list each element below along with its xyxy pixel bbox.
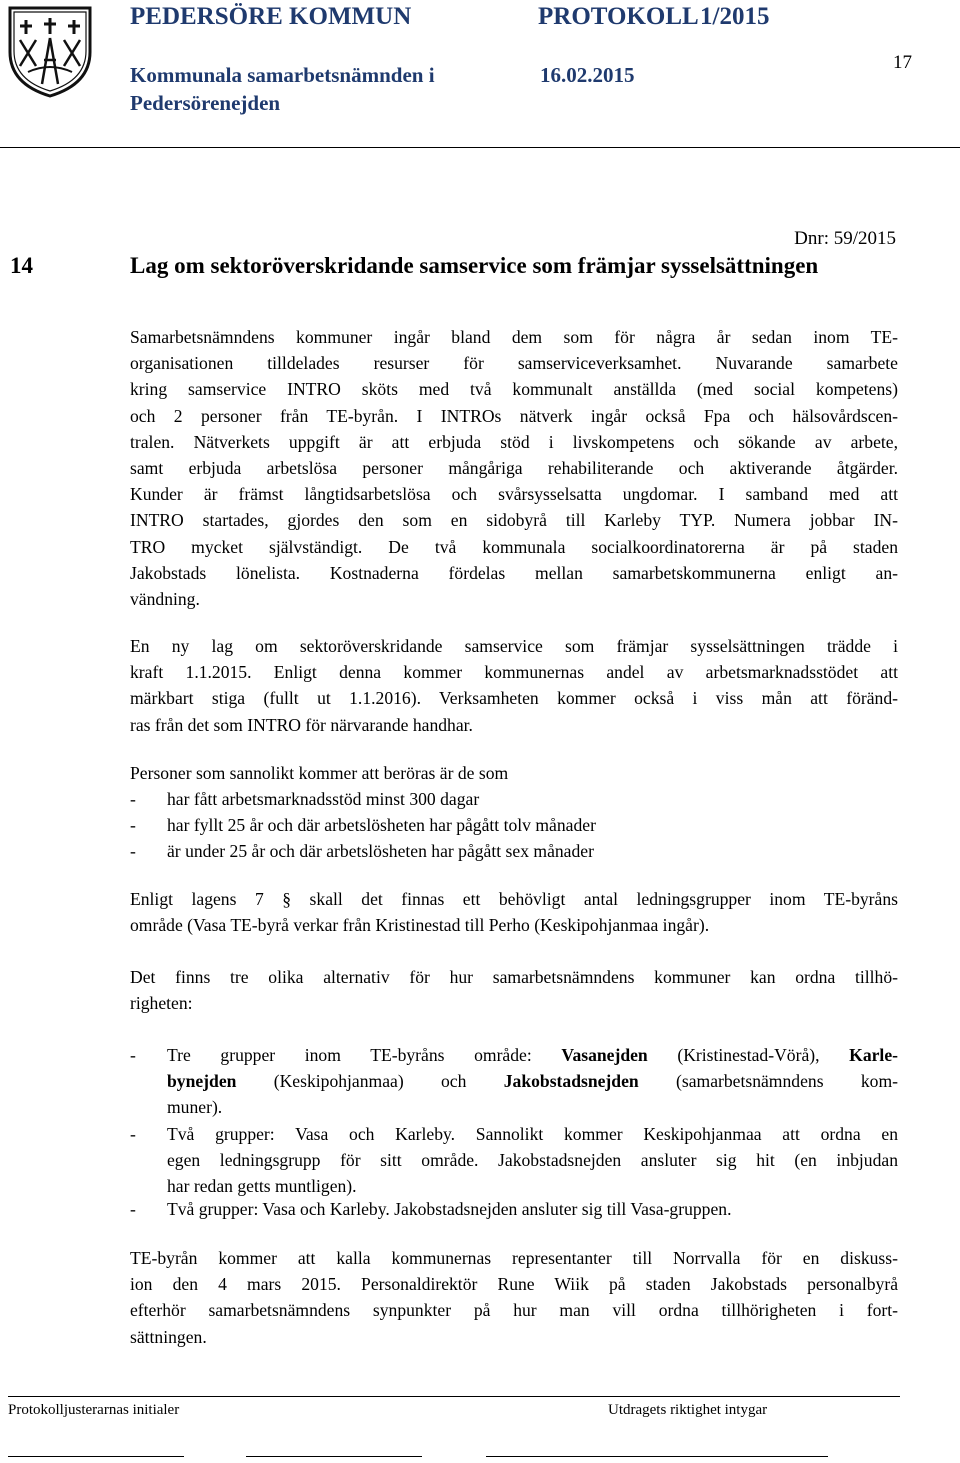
page-number: 17 [893, 52, 912, 73]
diary-number: Dnr: 59/2015 [794, 228, 896, 249]
municipality-name: PEDERSÖRE KOMMUN [130, 3, 412, 30]
footer-divider [8, 1396, 900, 1397]
protocol-label: PROTOKOLL [538, 3, 699, 30]
initials-label: Protokolljusterarnas initialer [8, 1402, 180, 1418]
header-divider [0, 147, 960, 148]
list-item: är under 25 år och där arbetslösheten har pågått sex månader [167, 841, 594, 861]
list-item: har fått arbetsmarknadsstöd minst 300 dagar [167, 789, 480, 809]
signature-line [8, 1456, 184, 1457]
alternative-2: Två grupper: Vasa och Karleby. Sannolikt kommer Keskipohjanmaa att ordna en egen ledningsgrupp för sitt område. Jakobstadsnejden ansluter sig hit (en inbjudan har redan getts muntligen). [167, 1124, 898, 1197]
paragraph-intro: Samarbetsnämndens kommuner ingår bland dem som för några år sedan inom TE- organisationen tilldelades resurser för samserviceverksamhet. Nuvarande samarbete kring samservice INTRO sköts med två kommunalt anställda (med social kompetens) och 2 personer från TE-byrån. I INTROs nätverk ingår också Fpa och hälsovårdscen- tralen. Nätverkets uppgift är att erbjuda stöd i livskompetens och sökande av arbete, samt erbjuda arbetslösa personer mångåriga rehabiliterande och aktiverande åtgärder. Kunder är främst långtidsarbetslösa och svårsysselsatta ungdomar. I samband med att INTRO startades, gjordes den som en sidobyrå till Karleby TYP. Numera jobbar IN- TRO mycket självständigt. De två kommunala socialkoordinatorerna är på staden Jakobstads lönelista. Kostnaderna fördelas mellan samarbetskommunerna enligt an- vändning. [130, 327, 898, 609]
section-number: 14 [10, 253, 33, 278]
list-dash: - [130, 1045, 136, 1065]
list-dash: - [130, 789, 136, 809]
alternative-3: Två grupper: Vasa och Karleby. Jakobstadsnejden ansluter sig till Vasa-gruppen. [167, 1199, 732, 1219]
list-dash: - [130, 1199, 136, 1219]
committee-name: Kommunala samarbetsnämnden i [130, 63, 435, 87]
protocol-number: 1/2015 [700, 3, 770, 30]
coat-of-arms-logo [6, 4, 94, 100]
list-dash: - [130, 1124, 136, 1144]
meeting-date: 16.02.2015 [540, 63, 635, 87]
section-title: Lag om sektoröverskridande samservice som främjar sysselsättningen [130, 253, 819, 278]
paragraph-meeting: TE-byrån kommer att kalla kommunernas representanter till Norrvalla för en diskuss- ion den 4 mars 2015. Personaldirektör Rune Wiik på staden Jakobstads personalbyrå efterhör samarbetsnämndens synpunkter på hur man vill ordna tillhörigheten i fort- sättningen. [130, 1248, 898, 1347]
list-dash: - [130, 815, 136, 835]
paragraph-alternatives: Det finns tre olika alternativ för hur samarbetsnämndens kommuner kan ordna tillhö- righeten: [130, 967, 898, 1014]
list-item: har fyllt 25 år och där arbetslösheten har pågått tolv månader [167, 815, 596, 835]
paragraph-new-law: En ny lag om sektoröverskridande samservice som främjar sysselsättningen trädde i kraft 1.1.2015. Enligt denna kommer kommunernas andel av arbetsmarknadsstödet att märkbart stiga (fullt ut 1.1.2016). Verksamheten kommer också i viss mån att föränd- ras från det som INTRO för närvarande handhar. [130, 636, 898, 735]
paragraph-affected-persons: Personer som sannolikt kommer att beröras är de som [130, 763, 509, 783]
committee-region: Pedersörenejden [130, 91, 281, 115]
paragraph-management-groups: Enligt lagens 7 § skall det finnas ett behövligt antal ledningsgrupper inom TE-byråns område (Vasa TE-byrå verkar från Kristinestad till Perho (Keskipohjanmaa ingår). [130, 889, 898, 936]
list-dash: - [130, 841, 136, 861]
alternative-1: Tre grupper inom TE-byråns område: Vasanejden (Kristinestad-Vörå), Karle- bynejden (Keskipohjanmaa) och Jakobstadsnejden (samarbetsnämndens kom- muner). [167, 1045, 898, 1118]
certified-label: Utdragets riktighet intygar [608, 1402, 768, 1418]
signature-line [486, 1456, 828, 1457]
signature-line [246, 1456, 422, 1457]
